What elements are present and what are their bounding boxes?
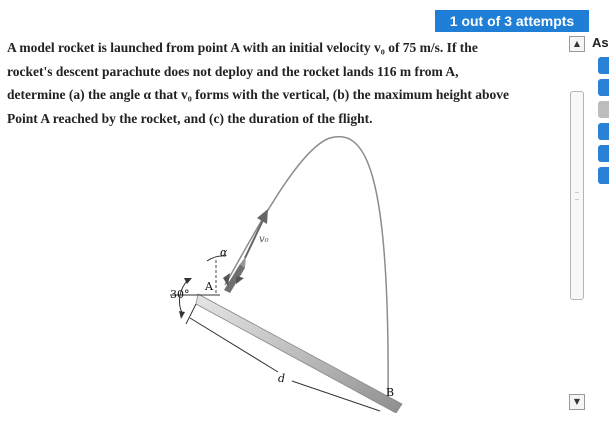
arrowhead [179, 311, 185, 319]
question-text [7, 36, 567, 130]
rocket-icon [223, 256, 246, 293]
question-line: Point A reached by the rocket, and (c) the duration of the flight. [7, 110, 373, 126]
alpha-label: α [220, 246, 228, 259]
v0-label: v₀ [259, 234, 269, 245]
side-panel-button[interactable] [598, 167, 609, 184]
question-scrollbar[interactable] [569, 36, 585, 410]
point-b-label: B [386, 386, 395, 399]
scroll-down-button[interactable]: ▼ [569, 394, 585, 410]
side-panel-button[interactable] [598, 123, 609, 140]
side-panel-button[interactable] [598, 79, 609, 96]
side-panel-button[interactable] [598, 57, 609, 74]
point-a-label: A [205, 280, 213, 293]
scroll-thumb[interactable] [570, 91, 584, 300]
question-line: A model rocket is launched from point A with an initial velocity v₀ of 75 m/s. If the [7, 40, 478, 55]
distance-label: d [278, 372, 286, 385]
scroll-up-button[interactable]: ▲ [569, 36, 585, 52]
attempts-badge: 1 out of 3 attempts [435, 10, 589, 32]
question-line: determine (a) the angle α that v₀ forms with the vertical, (b) the maximum height above [7, 87, 509, 102]
distance-dimension-line [190, 318, 278, 372]
inclined-slope [196, 294, 402, 413]
angle-30-label: 30° [170, 288, 190, 301]
side-panel-label: As [592, 35, 609, 50]
rocket-figure [150, 128, 410, 413]
scroll-grip [575, 192, 579, 200]
side-panel-button-disabled[interactable] [598, 101, 609, 118]
question-line: rocket's descent parachute does not deploy and the rocket lands 116 m from A, [7, 63, 459, 79]
side-panel-button[interactable] [598, 145, 609, 162]
